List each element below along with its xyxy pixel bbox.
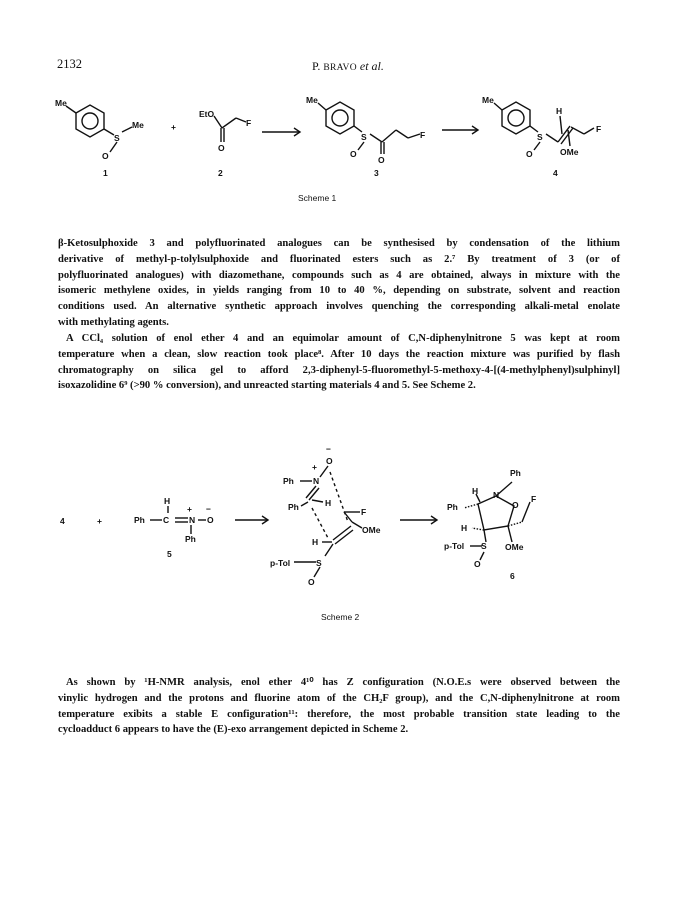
paragraph-1-line: isomeric methylene oxides, in yields ranging from 10 to 40 %, depending on substrate, solvent and reaction — [58, 285, 620, 297]
compound-3-ring-circle — [332, 110, 348, 126]
ts-ch2f-bond-1 — [344, 512, 352, 522]
compound-4-o-label: O — [526, 149, 533, 159]
compound-3-chain-4 — [408, 134, 420, 138]
ts-so-bond — [314, 567, 320, 577]
ts-c-n-bond-b — [309, 488, 319, 500]
compound-4-s-label: S — [537, 132, 543, 142]
product-6-ring — [478, 496, 514, 530]
compound-1-me-label: Me — [55, 98, 67, 108]
paragraph-3 — [58, 675, 620, 738]
nitrone-ph2-label: Ph — [185, 534, 196, 544]
product-6-o-label: O — [512, 500, 519, 510]
compound-4-methyl-bond — [494, 103, 502, 110]
ts-c-n-bond-a — [306, 486, 316, 498]
compound-1-sme-bond — [122, 127, 132, 132]
compound-1-ring-circle — [82, 113, 98, 129]
compound-1-so-bond — [110, 142, 117, 152]
product-6-ph-bond — [464, 504, 478, 508]
paragraph-3-line: cycloadduct 6 appears to have the (E)-exo arrangement depicted in Scheme 2. — [58, 724, 409, 736]
ts-forming-bond-2 — [312, 508, 328, 538]
ts-h2-label: H — [312, 537, 319, 547]
paragraph-2 — [58, 331, 620, 394]
nitrone-ph-label: Ph — [134, 515, 145, 525]
product-6-h-label: H — [472, 486, 479, 496]
compound-2-eto-label: EtO — [199, 109, 215, 119]
compound-4-chain-2 — [571, 127, 584, 134]
paragraph-3-line: vinylic hydrogen and the protons and fluorine atom of the CH₂F group), and the C,N-diphenylnitrone at room — [58, 692, 620, 704]
product-6-ph2-label: Ph — [447, 502, 458, 512]
product-6-number: 6 — [510, 571, 515, 581]
product-6-o2-label: O — [474, 559, 481, 569]
ts-ch-bond — [312, 500, 323, 502]
product-6-ome-bond — [508, 526, 512, 542]
compound-3-methyl-bond — [318, 103, 326, 110]
compound-1-methyl-bond — [66, 106, 76, 113]
compound-3-chain-1 — [370, 134, 382, 142]
compound-4-h-label: H — [556, 106, 563, 116]
compound-4-chain-3 — [584, 128, 594, 134]
compound-4-ring-circle — [508, 110, 524, 126]
compound-3-chain-2 — [382, 130, 396, 142]
product-6-ch2f-bond-2 — [522, 502, 530, 522]
nitrone-h-label: H — [164, 496, 171, 506]
paragraph-1-line: conditions used. An alternative synthetic approach involves quenching the corresponding alkali-metal enolate — [58, 301, 620, 313]
product-6-n-label: N — [493, 490, 500, 500]
paragraph-2-line: isoxazolidine 6⁹ (>90 % conversion), and unreacted starting materials 4 and 5. See Scheme 2. — [58, 380, 476, 392]
product-6-ome-label: OMe — [505, 542, 524, 552]
compound-1-s-label: S — [114, 133, 120, 143]
compound-4-me-label: Me — [482, 95, 494, 105]
page-number: 2132 — [57, 57, 82, 71]
nitrone-c-label: C — [163, 515, 170, 525]
product-6-s-label: S — [481, 541, 487, 551]
compound-3-o2-label: O — [378, 155, 385, 165]
compound-3-number: 3 — [374, 168, 379, 178]
compound-1-number: 1 — [103, 168, 108, 178]
compound-1-cs-bond — [104, 129, 114, 135]
compound-2-number: 2 — [218, 168, 223, 178]
ts-ome-bond — [352, 522, 362, 528]
paragraph-1-line: derivative of methyl-p-tolylsulphoxide and fluorinated esters such as 2.⁷ By treatment of 3 (or of — [58, 253, 620, 265]
paragraph-3-line: As shown by ¹H-NMR analysis, enol ether 4¹⁰ has Z configuration (N.O.E.s were observed between the — [66, 677, 620, 688]
scheme-2-caption: Scheme 2 — [321, 612, 360, 622]
ts-cs-bond — [325, 544, 333, 556]
compound-4-f-label: F — [596, 124, 602, 134]
paragraph-2-line: temperature when a clean, slow reaction took place⁸. After 10 days the reaction mixture was purified by flash — [58, 348, 620, 360]
scheme-2-four: 4 — [60, 516, 65, 526]
scheme-2-plus: + — [97, 516, 102, 526]
compound-4-vinyl-h-bond — [560, 116, 562, 134]
compound-3-s-label: S — [361, 132, 367, 142]
paragraph-3-line: temperature exibits a stable E configuration¹¹: therefore, the most probable transition state leading to the — [58, 708, 620, 720]
compound-2-o-label: O — [218, 143, 225, 153]
product-6-ph-label: Ph — [510, 468, 521, 478]
compound-4-ome-label: OMe — [560, 147, 579, 157]
compound-3-so-bond — [358, 142, 364, 150]
compound-2-f-label: F — [246, 118, 252, 128]
paragraph-1-line: with methylating agents. — [58, 316, 169, 328]
product-6-h-bond — [472, 528, 484, 530]
ts-o-label: O — [326, 456, 333, 466]
compound-2-bond-3 — [236, 118, 246, 122]
compound-1-me2-label: Me — [132, 120, 144, 130]
running-head-suffix: et al. — [356, 59, 384, 73]
product-6-f-label: F — [531, 494, 537, 504]
ts-ph-c-bond — [301, 502, 308, 506]
paragraph-2-line: chromatography on silica gel to afford 2,3-diphenyl-5-fluoromethyl-5-methoxy-4-[(4-methylphenyl)sulphinyl] — [58, 364, 620, 376]
ts-ph2-label: Ph — [288, 502, 299, 512]
paragraph-2-line: A CCl₄ solution of enol ether 4 and an equimolar amount of C,N-diphenylnitrone 5 was kept at room — [66, 333, 620, 344]
paragraph-1-line: β-Ketosulphoxide 3 and polyfluorinated analogues can be synthesised by condensation of the lithium — [58, 238, 620, 249]
scheme-1-plus: + — [171, 122, 176, 132]
ts-ph-label: Ph — [283, 476, 294, 486]
ts-o2-label: O — [308, 577, 315, 587]
compound-3-f-label: F — [420, 130, 426, 140]
ts-charge-plus: + — [312, 462, 317, 472]
scheme-2-graphic — [0, 440, 673, 610]
paragraph-1 — [58, 236, 620, 331]
running-head-author: BRAVO — [323, 63, 357, 73]
scheme-1-caption: Scheme 1 — [298, 193, 337, 203]
nitrone-charge-minus: − — [206, 504, 211, 514]
ts-n-o-bond — [320, 466, 328, 477]
paragraph-1-line: polyfluorinated analogues) with diazomethane, compounds such as 4 are obtained, always in mixture with the — [58, 269, 620, 281]
compound-4-chain-1 — [546, 134, 558, 142]
compound-4-so-bond — [534, 142, 540, 150]
compound-3-o-label: O — [350, 149, 357, 159]
nitrone-n-label: N — [189, 515, 196, 525]
nitrone-o-label: O — [207, 515, 214, 525]
compound-3-ring — [326, 102, 354, 134]
running-head-prefix: P. — [312, 59, 324, 73]
ts-ome-label: OMe — [362, 525, 381, 535]
ts-f-label: F — [361, 507, 367, 517]
compound-3-chain-3 — [396, 130, 408, 138]
compound-1-o-label: O — [102, 151, 109, 161]
product-6-ch2f-bond-1 — [508, 522, 522, 526]
compound-4-ring — [502, 102, 530, 134]
ts-charge-minus: − — [326, 444, 331, 454]
compound-4-number: 4 — [553, 168, 558, 178]
compound-2-bond-1 — [214, 116, 222, 128]
ts-ptol-label: p-Tol — [270, 558, 291, 568]
compound-3-me-label: Me — [306, 95, 318, 105]
product-6-h2-label: H — [461, 523, 468, 533]
nitrone-number: 5 — [167, 549, 172, 559]
product-6-ptol-label: p-Tol — [444, 541, 465, 551]
compound-2-bond-2 — [222, 118, 236, 128]
running-head — [312, 59, 384, 74]
compound-1-ring — [76, 105, 104, 137]
ts-h-label: H — [325, 498, 332, 508]
nitrone-charge-plus: + — [187, 504, 192, 514]
ts-s-label: S — [316, 558, 322, 568]
ts-n-label: N — [313, 476, 320, 486]
